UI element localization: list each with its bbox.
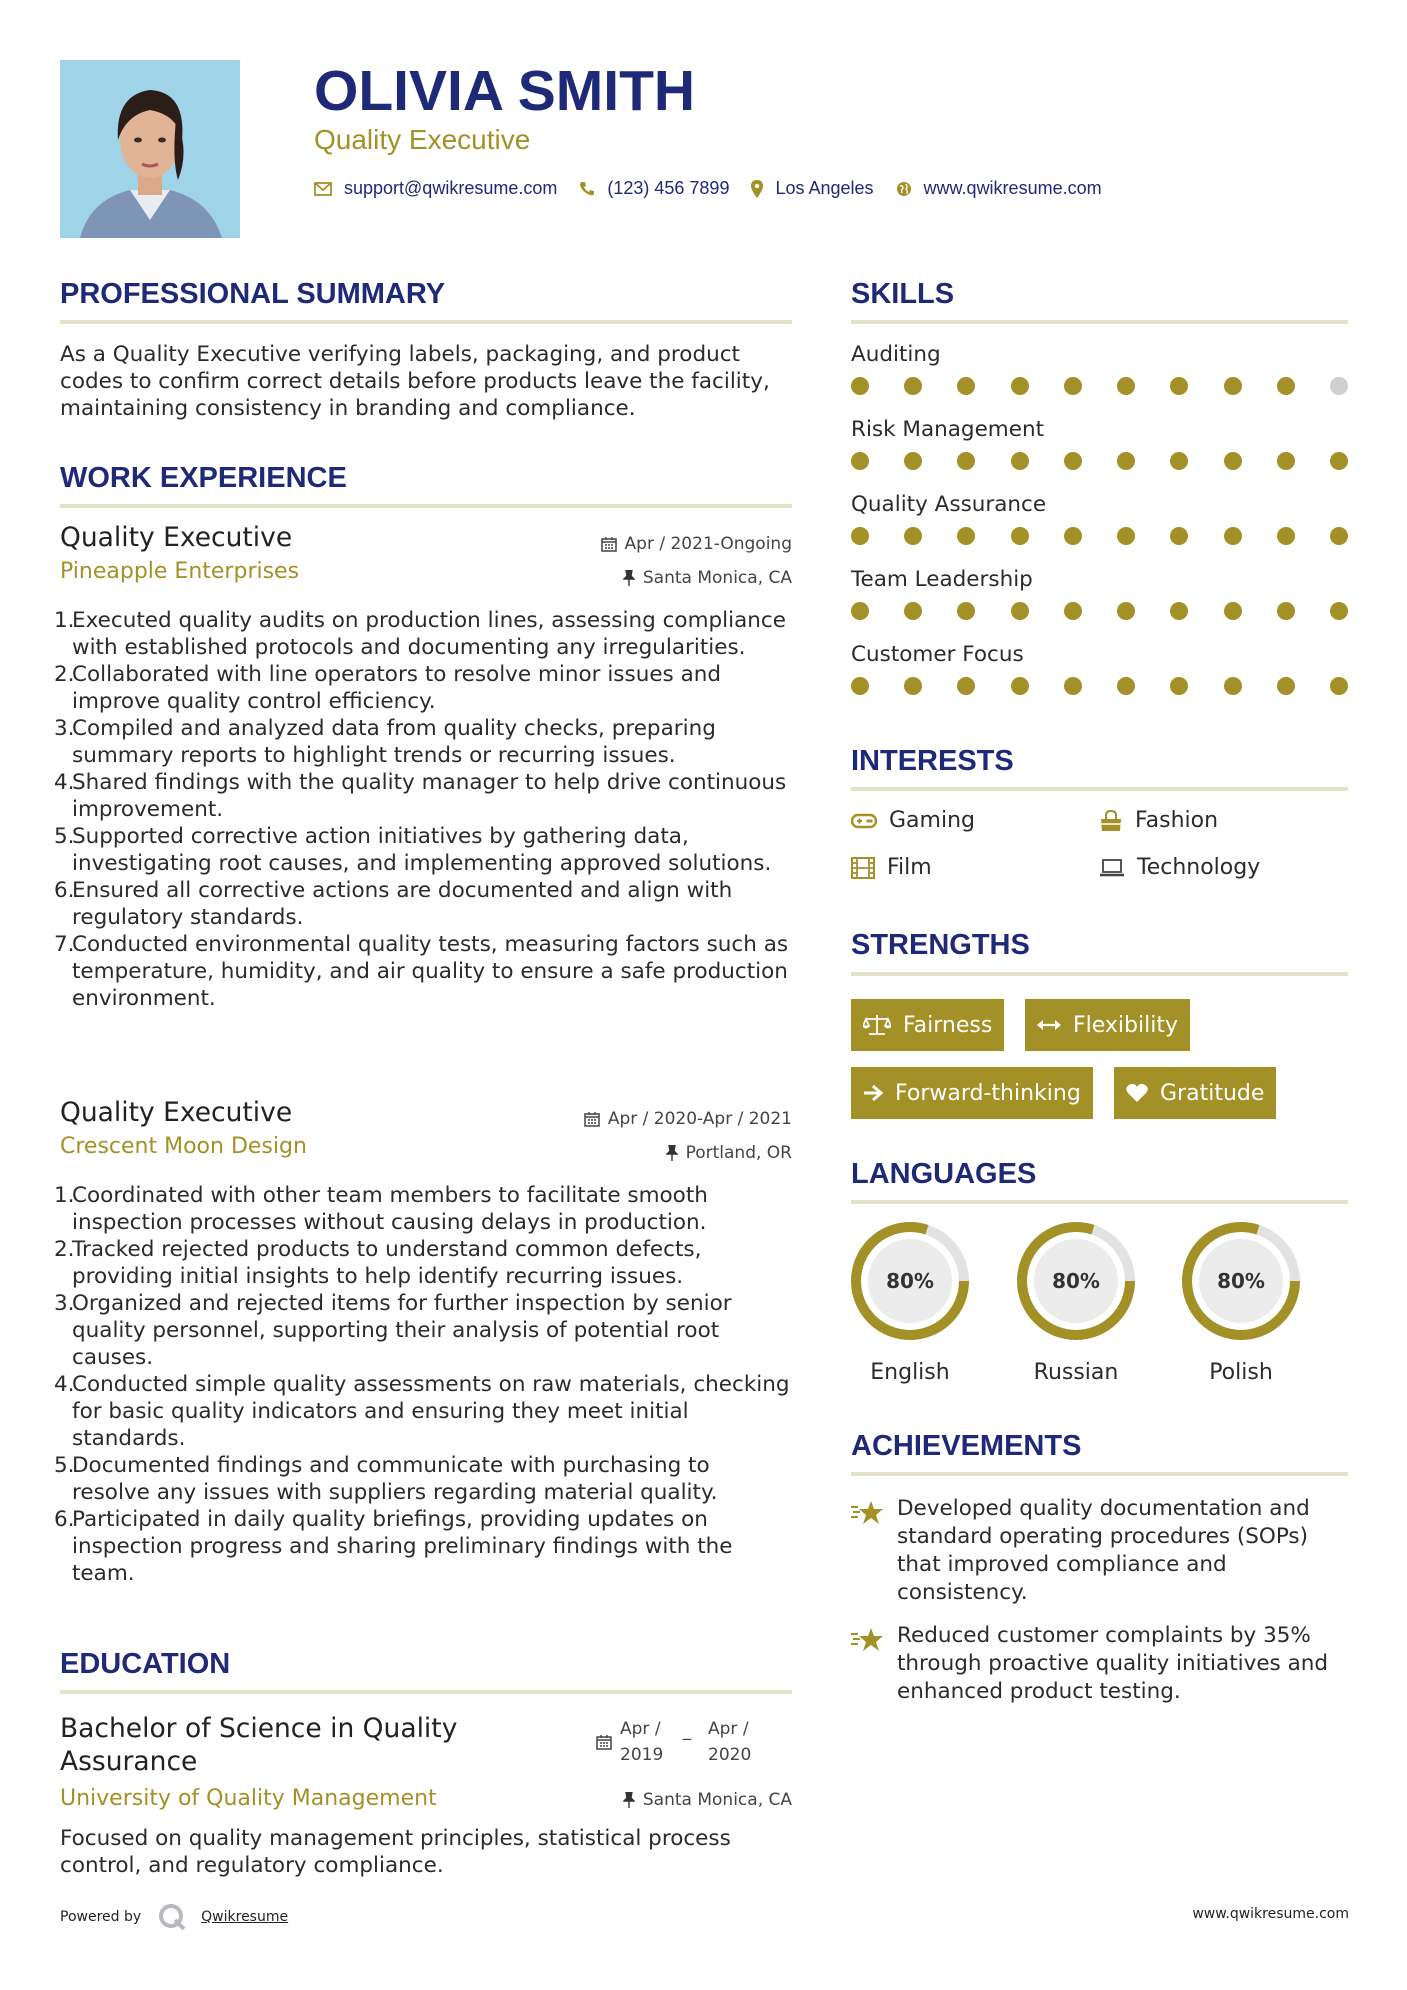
calendar-icon <box>596 1734 612 1750</box>
footer-brand-link[interactable]: Qwikresume <box>201 1909 289 1925</box>
job-bullet <box>54 1182 792 1236</box>
bullet-text: Participated in daily quality briefings, providing updates on inspection progress and sharing preliminary findings with the team. <box>72 1507 733 1586</box>
skill-dot-filled <box>904 377 922 395</box>
skill-dot-filled <box>1224 677 1242 695</box>
language-item <box>1011 1218 1141 1385</box>
strength-chip-fairness <box>851 999 1004 1051</box>
skill-dot-filled <box>957 602 975 620</box>
summary-text: As a Quality Executive verifying labels, packaging, and product codes to confirm correct details before products leave the facility, maintaining consistency in branding and compliance. <box>60 342 770 421</box>
interest-label: Fashion <box>1135 808 1219 833</box>
education-location <box>623 1790 792 1810</box>
start-month: Apr / <box>620 1719 661 1739</box>
education-divider <box>60 1690 792 1694</box>
education-heading: EDUCATION <box>60 1648 231 1680</box>
skill-rating <box>851 602 1348 620</box>
skill-dot-filled <box>1011 677 1029 695</box>
skill-dot-filled <box>851 527 869 545</box>
skill-dot-filled <box>851 602 869 620</box>
contact-website[interactable] <box>896 178 1102 199</box>
education-description: Focused on quality management principles, statistical process control, and regulatory compliance. <box>60 1826 731 1878</box>
skill-dot-filled <box>1170 527 1188 545</box>
bullet-number: 3. <box>54 1291 75 1316</box>
bullet-text: Compiled and analyzed data from quality checks, preparing summary reports to highlight trends or recurring issues. <box>72 716 716 768</box>
job-bullet <box>54 607 792 661</box>
language-name: English <box>870 1360 950 1385</box>
job-location-text: Santa Monica, CA <box>642 568 792 588</box>
interest-label: Technology <box>1137 855 1261 880</box>
skill-dot-filled <box>1117 677 1135 695</box>
globe-icon <box>896 181 912 197</box>
bullet-text: Organized and rejected items for further inspection by senior quality personnel, supporting their analysis of potential root causes. <box>72 1291 732 1370</box>
interest-label: Film <box>887 855 932 880</box>
job-bullet <box>54 1506 792 1587</box>
languages-divider <box>851 1200 1348 1204</box>
job-date <box>584 1109 792 1129</box>
skill-dot-filled <box>1064 452 1082 470</box>
strength-label: Forward-thinking <box>895 1080 1081 1106</box>
bullet-number: 4. <box>54 770 75 795</box>
bullet-number: 7. <box>54 932 75 957</box>
skill-dot-filled <box>1117 377 1135 395</box>
interests-heading: INTERESTS <box>851 745 1014 777</box>
skill-dot-filled <box>1224 452 1242 470</box>
bullet-number: 6. <box>54 878 75 903</box>
skill-rating <box>851 527 1348 545</box>
job-bullet <box>54 661 792 715</box>
shopping-bag-icon <box>1099 810 1123 832</box>
bullet-text: Tracked rejected products to understand common defects, providing initial insights to help identify recurring issues. <box>72 1237 702 1289</box>
achievement-item <box>851 1622 1348 1706</box>
skills-list <box>851 342 1348 717</box>
language-item <box>1176 1218 1306 1385</box>
interest-fashion <box>1099 808 1218 833</box>
laptop-icon <box>1099 858 1125 878</box>
skill-dot-filled <box>957 527 975 545</box>
job-date <box>601 534 792 554</box>
language-percent: 80% <box>1217 1269 1265 1293</box>
skill-dot-filled <box>1277 602 1295 620</box>
bullet-number: 1. <box>54 608 75 633</box>
job-bullet <box>54 1452 792 1506</box>
skill-dot-filled <box>1170 377 1188 395</box>
languages-heading: LANGUAGES <box>851 1158 1037 1190</box>
skill-dot-filled <box>1011 377 1029 395</box>
summary-divider <box>60 320 792 324</box>
star-award-icon <box>851 1626 885 1654</box>
language-ring <box>1176 1218 1306 1344</box>
job-title: Quality Executive <box>60 1097 293 1128</box>
skill-rating <box>851 677 1348 695</box>
language-percent: 80% <box>1052 1269 1100 1293</box>
skill-dot-filled <box>904 452 922 470</box>
strengths-heading: STRENGTHS <box>851 929 1030 961</box>
skill-name: Quality Assurance <box>851 492 1047 517</box>
strength-chip-forward-thinking <box>851 1067 1093 1119</box>
skill-dot-filled <box>904 677 922 695</box>
contact-phone[interactable] <box>579 178 729 199</box>
bullet-number: 6. <box>54 1507 75 1532</box>
skill-dot-filled <box>957 452 975 470</box>
bullet-text: Shared findings with the quality manager to help drive continuous improvement. <box>72 770 787 822</box>
pin-icon <box>666 1145 678 1161</box>
skill-dot-filled <box>1170 677 1188 695</box>
company-name: Crescent Moon Design <box>60 1134 307 1159</box>
strength-chip-flexibility <box>1025 999 1190 1051</box>
strength-label: Flexibility <box>1073 1012 1178 1038</box>
candidate-title: Quality Executive <box>314 124 531 155</box>
envelope-icon <box>314 182 332 196</box>
job-bullet <box>54 931 792 1012</box>
bullet-number: 3. <box>54 716 75 741</box>
skill-row <box>851 642 1348 717</box>
skill-dot-filled <box>1011 602 1029 620</box>
bullet-number: 5. <box>54 824 75 849</box>
star-award-icon <box>851 1499 885 1527</box>
phone-text: (123) 456 7899 <box>607 178 730 198</box>
degree-line-1: Bachelor of Science in Quality <box>60 1713 458 1744</box>
bullet-text: Supported corrective action initiatives by gathering data, investigating root causes, and implementing approved solutions. <box>72 824 772 876</box>
education-entry <box>60 1712 792 1822</box>
skill-dot-filled <box>1117 602 1135 620</box>
achievements-heading: ACHIEVEMENTS <box>851 1430 1082 1462</box>
degree-line-2: Assurance <box>60 1746 198 1777</box>
job-bullets-1 <box>54 607 792 1012</box>
strengths-divider <box>851 972 1348 976</box>
achievement-item <box>851 1495 1348 1607</box>
language-percent: 80% <box>886 1269 934 1293</box>
profile-photo <box>60 60 240 238</box>
skill-name: Auditing <box>851 342 941 367</box>
pin-icon <box>623 570 635 586</box>
skill-dot-filled <box>1170 452 1188 470</box>
skill-rating <box>851 377 1348 395</box>
skill-dot-filled <box>1170 602 1188 620</box>
achievement-text: Reduced customer complaints by 35% through proactive quality initiatives and enhanced product testing. <box>897 1623 1329 1704</box>
job-location <box>623 568 792 588</box>
job-location-text: Portland, OR <box>685 1143 792 1163</box>
skill-row <box>851 417 1348 492</box>
skill-dot-filled <box>957 377 975 395</box>
job-title: Quality Executive <box>60 522 293 553</box>
language-ring <box>1011 1218 1141 1344</box>
bullet-text: Documented findings and communicate with purchasing to resolve any issues with suppliers regarding material quality. <box>72 1453 718 1505</box>
interest-technology <box>1099 855 1260 880</box>
calendar-icon <box>584 1111 600 1127</box>
interests-divider <box>851 787 1348 791</box>
achievements-divider <box>851 1472 1348 1476</box>
skill-row <box>851 567 1348 642</box>
strength-chip-gratitude <box>1114 1067 1276 1119</box>
achievements-list <box>851 1495 1348 1704</box>
job-bullet <box>54 715 792 769</box>
skill-dot-filled <box>1224 377 1242 395</box>
job-bullet <box>54 1371 792 1452</box>
skill-dot-filled <box>1064 377 1082 395</box>
end-month: Apr / <box>708 1719 749 1739</box>
job-date-text: Apr / 2020-Apr / 2021 <box>607 1109 792 1129</box>
interest-gaming <box>851 808 975 833</box>
interest-film <box>851 855 932 880</box>
skill-dot-filled <box>1277 677 1295 695</box>
bullet-text: Conducted environmental quality tests, measuring factors such as temperature, humidity, and air quality to ensure a safe production environment. <box>72 932 789 1011</box>
skill-dot-filled <box>851 677 869 695</box>
location-text: Los Angeles <box>775 178 874 198</box>
skill-dot-filled <box>1330 527 1348 545</box>
job-location <box>666 1143 792 1163</box>
skill-dot-filled <box>1117 527 1135 545</box>
phone-icon <box>579 181 595 197</box>
skill-name: Risk Management <box>851 417 1045 442</box>
skill-row <box>851 492 1348 567</box>
skill-dot-filled <box>851 452 869 470</box>
job-bullets-2 <box>54 1182 792 1587</box>
candidate-name: OLIVIA SMITH <box>314 59 696 123</box>
skill-dot-filled <box>1277 527 1295 545</box>
bullet-text: Collaborated with line operators to resolve minor issues and improve quality control efficiency. <box>72 662 722 714</box>
summary-heading: PROFESSIONAL SUMMARY <box>60 278 446 310</box>
work-heading: WORK EXPERIENCE <box>60 462 347 494</box>
bullet-text: Conducted simple quality assessments on raw materials, checking for basic quality indicators and ensuring they meet initial standards. <box>72 1372 790 1451</box>
company-name: Pineapple Enterprises <box>60 559 300 584</box>
skill-dot-filled <box>1011 527 1029 545</box>
strength-label: Gratitude <box>1160 1080 1265 1106</box>
skill-dot-filled <box>1277 377 1295 395</box>
job-date-text: Apr / 2021-Ongoing <box>624 534 792 554</box>
contact-location <box>751 178 873 199</box>
pin-icon <box>623 1792 635 1808</box>
bullet-text: Coordinated with other team members to facilitate smooth inspection processes without causing delays in production. <box>72 1183 708 1235</box>
bullet-number: 1. <box>54 1183 75 1208</box>
education-dates <box>596 1716 754 1768</box>
date-separator: _ <box>682 1721 692 1741</box>
email-text: support@qwikresume.com <box>344 178 558 198</box>
skill-name: Customer Focus <box>851 642 1024 667</box>
skill-dot-filled <box>1224 602 1242 620</box>
bullet-text: Ensured all corrective actions are documented and align with regulatory standards. <box>72 878 733 930</box>
job-bullet <box>54 877 792 931</box>
skill-dot-filled <box>851 377 869 395</box>
job-bullet <box>54 823 792 877</box>
skill-dot-filled <box>1330 602 1348 620</box>
skill-dot-filled <box>957 677 975 695</box>
job-bullet <box>54 1290 792 1371</box>
footer-powered-by <box>60 1902 288 1932</box>
job-bullet <box>54 769 792 823</box>
skill-dot-filled <box>1064 602 1082 620</box>
map-marker-icon <box>751 180 763 198</box>
skill-dot-filled <box>1330 452 1348 470</box>
skill-dot-empty <box>1330 377 1348 395</box>
bullet-number: 4. <box>54 1372 75 1397</box>
contact-email[interactable] <box>314 178 557 199</box>
skill-dot-filled <box>1064 527 1082 545</box>
contact-bar <box>314 178 1124 199</box>
skill-rating <box>851 452 1348 470</box>
school-name: University of Quality Management <box>60 1786 437 1811</box>
calendar-icon <box>601 536 617 552</box>
bullet-text: Executed quality audits on production lines, assessing compliance with established protocols and documenting any irregularities. <box>72 608 786 660</box>
film-icon <box>851 857 875 879</box>
strength-label: Fairness <box>903 1012 993 1038</box>
language-name: Russian <box>1033 1360 1119 1385</box>
bullet-number: 2. <box>54 1237 75 1262</box>
qwikresume-logo-icon <box>157 1902 187 1932</box>
skill-dot-filled <box>1011 452 1029 470</box>
skill-dot-filled <box>904 527 922 545</box>
interest-label: Gaming <box>889 808 975 833</box>
language-item <box>845 1218 975 1385</box>
skill-dot-filled <box>1330 677 1348 695</box>
skill-dot-filled <box>1117 452 1135 470</box>
skill-dot-filled <box>1064 677 1082 695</box>
language-ring <box>845 1218 975 1344</box>
job-bullet <box>54 1236 792 1290</box>
website-text: www.qwikresume.com <box>923 178 1102 198</box>
bullet-number: 5. <box>54 1453 75 1478</box>
skill-name: Team Leadership <box>851 567 1033 592</box>
skill-dot-filled <box>1277 452 1295 470</box>
end-year: 2020 <box>708 1745 752 1765</box>
footer-website[interactable]: www.qwikresume.com <box>1192 1906 1349 1922</box>
education-location-text: Santa Monica, CA <box>642 1790 792 1810</box>
bullet-number: 2. <box>54 662 75 687</box>
skills-heading: SKILLS <box>851 278 955 310</box>
arrow-right-icon <box>863 1084 883 1102</box>
achievement-text: Developed quality documentation and standard operating procedures (SOPs) that improved compliance and consistency. <box>897 1496 1310 1605</box>
skill-dot-filled <box>1224 527 1242 545</box>
language-name: Polish <box>1209 1360 1273 1385</box>
skill-dot-filled <box>904 602 922 620</box>
skills-divider <box>851 320 1348 324</box>
start-year: 2019 <box>620 1745 664 1765</box>
skill-row <box>851 342 1348 417</box>
gamepad-icon <box>851 813 877 829</box>
work-divider <box>60 504 792 508</box>
arrows-horizontal-icon <box>1037 1019 1061 1031</box>
powered-by-text: Powered by <box>60 1909 142 1925</box>
balance-scale-icon <box>863 1014 891 1036</box>
heart-icon <box>1126 1083 1148 1103</box>
